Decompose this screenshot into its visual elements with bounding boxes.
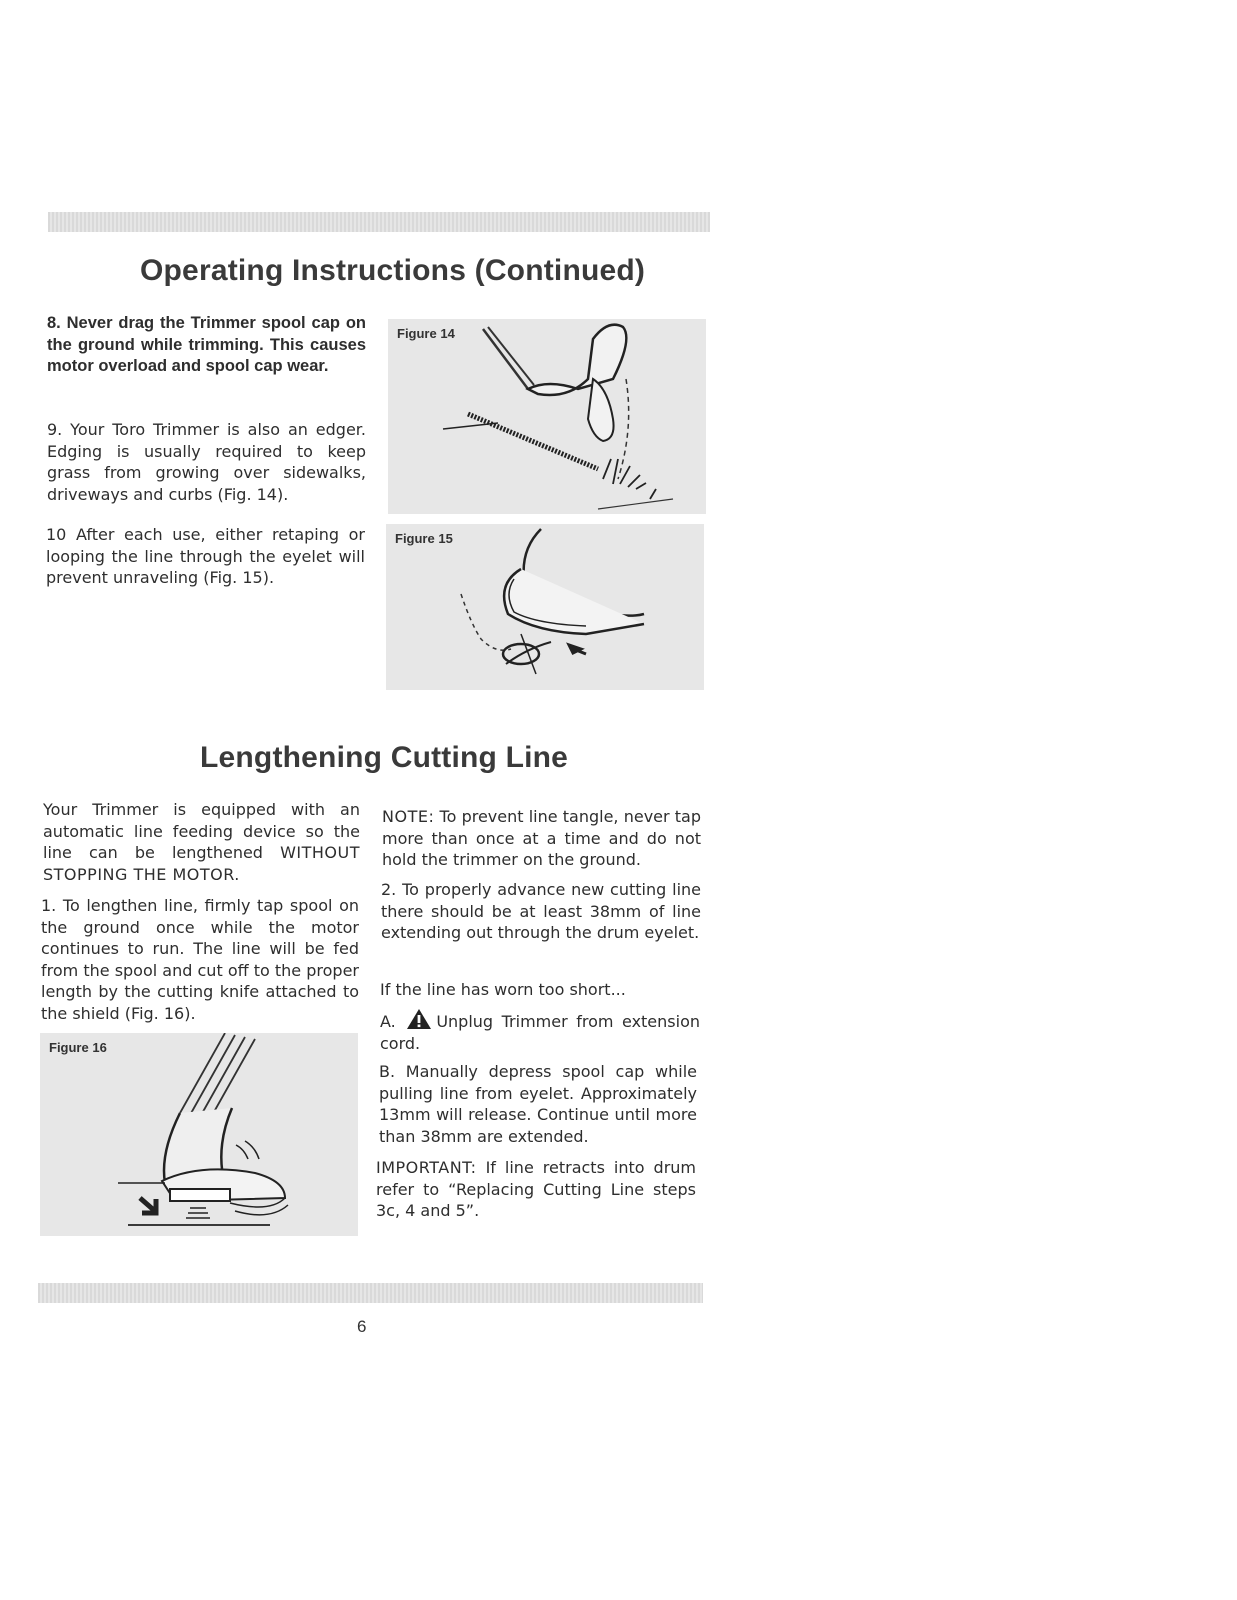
instruction-item-9: 9. Your Toro Trimmer is also an edger. Edging is usually required to keep grass from growing over sidewalks, driveways and curbs (Fig. 14). [47, 420, 366, 504]
note-text: To prevent line tangle, never tap more than once at a time and do not hold the trimmer on the ground. [382, 807, 701, 869]
worn-line-text: If the line has worn too short... [380, 980, 626, 999]
important-paragraph [376, 1157, 696, 1222]
spool-tap-illustration [40, 1033, 358, 1236]
line-loop-eyelet-illustration [386, 524, 704, 690]
figure-14-label: Figure 14 [397, 326, 455, 341]
important-text: If line retracts into drum refer to “Replacing Cutting Line steps 3c, 4 and 5”. [376, 1158, 696, 1220]
lengthening-step-2: 2. To properly advance new cutting line there should be at least 38mm of line extending out through the drum eyelet. [381, 880, 701, 942]
note-label: NOTE: [382, 807, 435, 826]
figure-16 [40, 1033, 358, 1236]
important-label: IMPORTANT: [376, 1158, 477, 1177]
instruction-item-10: 10 After each use, either retaping or looping the line through the eyelet will prevent unraveling (Fig. 15). [46, 525, 365, 587]
warning-icon [406, 1008, 432, 1030]
instruction-item-8: 8. Never drag the Trimmer spool cap on the ground while trimming. This causes motor overload and spool cap wear. [47, 314, 366, 375]
page-number: 6 [357, 1317, 367, 1336]
figure-16-label: Figure 16 [49, 1040, 107, 1055]
trimmer-edging-illustration [388, 319, 706, 514]
figure-14 [388, 319, 706, 514]
section-title-operating: Operating Instructions (Continued) [140, 254, 646, 287]
step-a-text: Unplug Trimmer from extension cord. [380, 1012, 700, 1053]
top-divider-bar [48, 212, 710, 232]
section-title-lengthening: Lengthening Cutting Line [200, 741, 569, 774]
step-b: B. Manually depress spool cap while pulling line from eyelet. Approximately 13mm will release. Continue until more than 38mm are extended. [379, 1062, 697, 1146]
lengthening-intro [43, 799, 360, 885]
bottom-divider-bar [38, 1283, 703, 1303]
step-a [380, 1008, 700, 1054]
lengthening-step-1: 1. To lengthen line, firmly tap spool on the ground once while the motor continues to run. The line will be fed from the spool and cut off to the proper length by the cutting knife attached to the shield (Fig. 16). [41, 896, 359, 1023]
figure-15 [386, 524, 704, 690]
intro-emphasis: WITHOUT STOPPING THE MOTOR. [43, 843, 360, 884]
note-paragraph [382, 806, 701, 871]
step-a-label: A. [380, 1012, 396, 1031]
figure-15-label: Figure 15 [395, 531, 453, 546]
intro-text: Your Trimmer is equipped with an automatic line feeding device so the line can be lengthened [43, 800, 360, 862]
